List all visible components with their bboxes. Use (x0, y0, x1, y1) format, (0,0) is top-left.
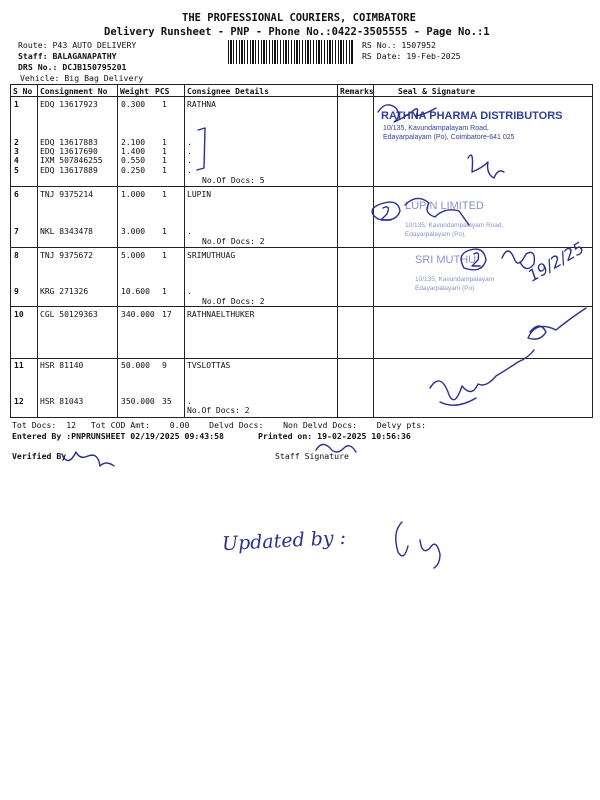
header-consignment: Consignment No (40, 87, 108, 96)
header-sno: S No (13, 87, 33, 96)
stamp-srimuthu-title: SRI MUTHU (415, 254, 477, 266)
header-pcs: PCS (155, 87, 170, 96)
header-remarks: Remarks (340, 87, 374, 96)
updated-by-handwriting: Updated by : (221, 526, 347, 556)
stamp-lupin-addr: 10/135, Kavundampalayam Road, (405, 222, 504, 229)
docs-note: No.Of Docs: 2 (187, 406, 250, 415)
header-seal-signature: Seal & Signature (398, 87, 476, 96)
header-weight: Weight (120, 87, 149, 96)
docs-note: No.Of Docs: 2 (202, 237, 265, 246)
docs-note: No.Of Docs: 2 (202, 297, 265, 306)
printed-on: Printed on: 19-02-2025 10:56:36 (258, 431, 411, 441)
staff: Staff: BALAGANAPATHY (18, 51, 117, 61)
entered-by: Entered By :PNPRUNSHEET 02/19/2025 09:43:58 (12, 431, 224, 441)
docs-note: No.Of Docs: 5 (202, 176, 265, 185)
rs-no: RS No.: 1507952 (362, 40, 436, 50)
stamp-lupin-addr2: Edayarpalayam (Po), (405, 231, 467, 238)
stamp-rathna-title: RATHNA PHARMA DISTRIBUTORS (381, 110, 563, 122)
handwritten-date: 19/2/25 (524, 238, 588, 286)
stamp-rathna-addr2: Edayarpalayam (Po), Coimbatore-641 025 (383, 134, 515, 141)
staff-signature-label: Staff Signature (275, 451, 349, 461)
drs-no: DRS No.: DCJB150795201 (18, 62, 127, 72)
stamp-lupin-title: LUPIN LIMITED (405, 200, 484, 212)
rs-date: RS Date: 19-Feb-2025 (362, 51, 461, 61)
header-consignee: Consignee Details (187, 87, 269, 96)
stamp-rathna-addr1: 10/135, Kavundampalayam Road, (383, 125, 489, 132)
stamp-srimuthu-addr: 10/135, Kavundampalayam (415, 276, 495, 283)
stamp-srimuthu-addr2: Edayarpalayam (Po) (415, 285, 475, 292)
company-title: THE PROFESSIONAL COURIERS, COIMBATORE (182, 12, 416, 24)
runsheet-subtitle: Delivery Runsheet - PNP - Phone No.:0422-3505555 - Page No.:1 (104, 26, 490, 38)
verified-by: Verified By (12, 451, 67, 461)
vehicle: Vehicle: Big Bag Delivery (20, 73, 144, 83)
totals-line: Tot Docs: 12 Tot COD Amt: 0.00 Delvd Docs: Non Delvd Docs: Delvy pts: (12, 420, 427, 430)
route: Route: P43 AUTO DELIVERY (18, 40, 137, 50)
